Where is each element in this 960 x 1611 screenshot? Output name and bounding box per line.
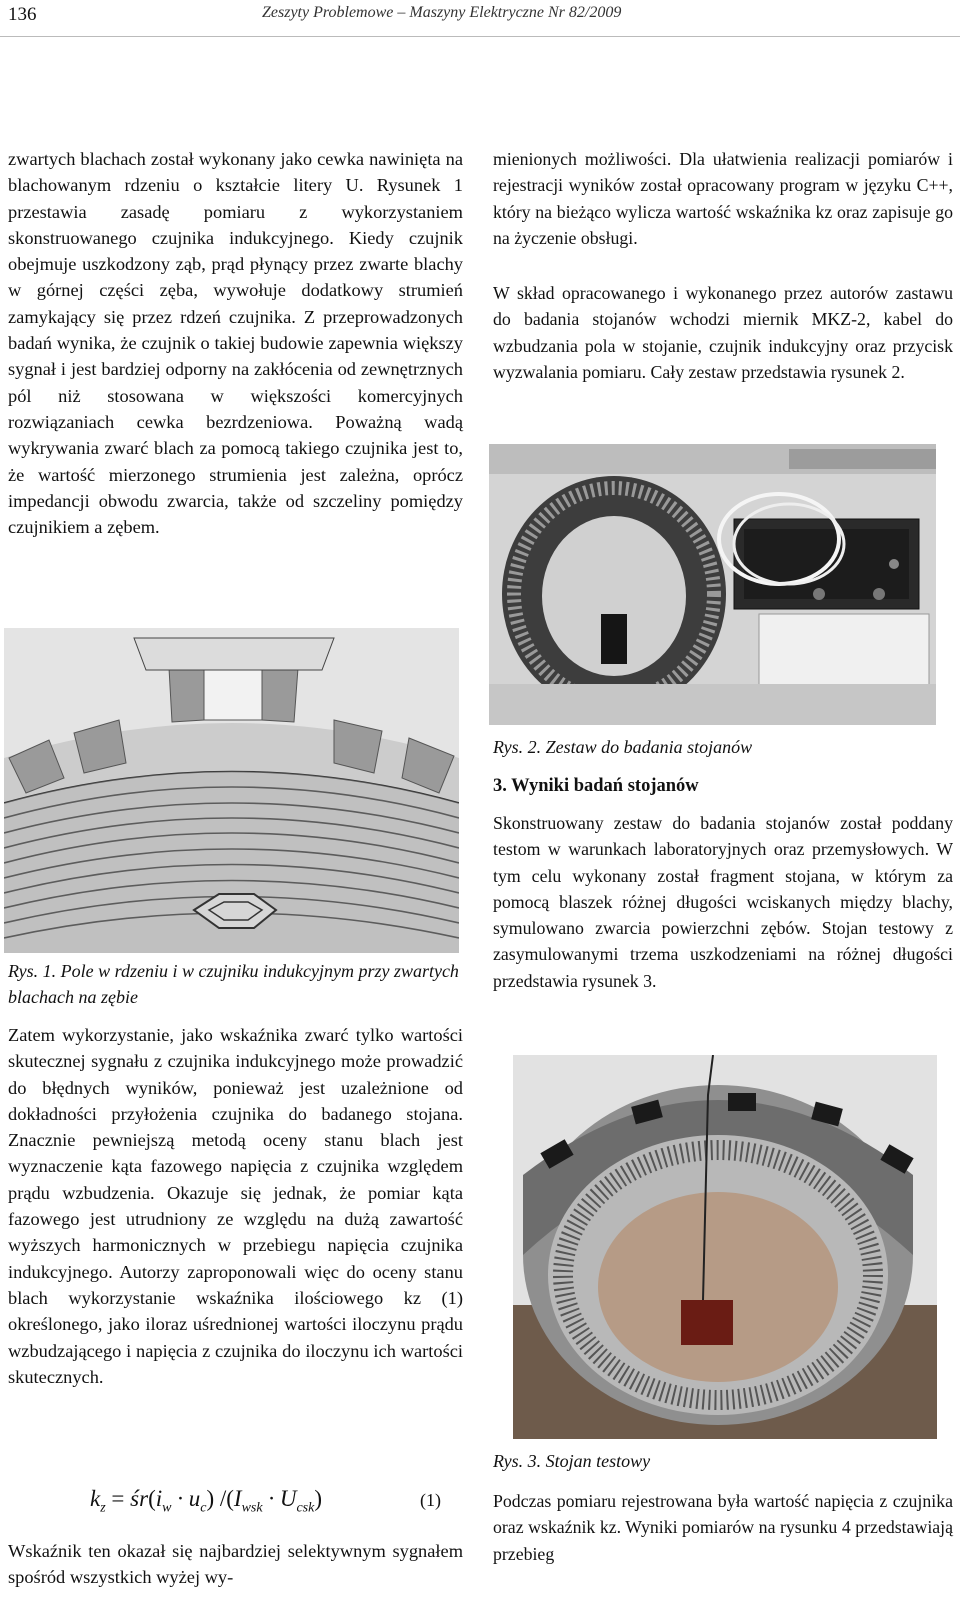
eq-sr: śr xyxy=(130,1486,149,1511)
figure-1-caption: Rys. 1. Pole w rdzeniu i w czujniku indukcyjnym przy zwartych blachach na zębie xyxy=(8,961,459,1007)
eq-U: U xyxy=(279,1486,297,1511)
page-number: 136 xyxy=(8,4,37,25)
eq-w: w xyxy=(162,1500,172,1516)
eq-close: ) xyxy=(314,1486,323,1511)
section-title: 3. Wyniki badań stojanów xyxy=(493,776,699,796)
eq-csk: csk xyxy=(296,1500,315,1516)
figure-3-photo xyxy=(513,1055,937,1439)
eq-z: z xyxy=(100,1500,106,1516)
test-set-photo-svg xyxy=(489,444,936,725)
eq-i: i xyxy=(155,1486,163,1511)
left-paragraph-2: Zatem wykorzystanie, jako wskaźnika zwarć tylko wartości skutecznej sygnału z czujnika indukcyjnego może prowadzić do błędnych wyników, ponieważ jest uzależnione od dokładności przyłożenia czujnika do badanego stojana. Znacznie pewniejszą metodą oceny stanu blach jest wyznaczenie kąta fazowego napięcia z czujnika względem prądu wzbudzenia. Okazuje się jednak, że pomiar kąta fazowego jest utrudniony ze względu na dużą zawartość wyższych harmonicznych w przebiegu napięcia czujnika indukcyjnego. Autorzy zaproponowali więc do oceny stanu blach wykorzystanie wskaźnika ilościowego kz (1) określonego, jako iloraz uśrednionej wartości iloczynu prądu wzbudzającego i napięcia z czujnika do iloczynu ich wartości skutecznych. xyxy=(8,1025,463,1387)
eq-open: ( xyxy=(148,1486,156,1511)
right-paragraph-4: Podczas pomiaru rejestrowana była wartość napięcia z czujnika oraz wskaźnik kz. Wyniki pomiarów na rysunku 4 przedstawiają przebieg xyxy=(493,1491,953,1564)
figure-1-field-plot xyxy=(4,628,459,953)
eq-dot-2: · xyxy=(262,1486,280,1511)
figure-2-caption: Rys. 2. Zestaw do badania stojanów xyxy=(493,737,753,757)
eq-u: u xyxy=(188,1486,201,1511)
eq-dot-1: · xyxy=(171,1486,189,1511)
eq-mid: ) /( xyxy=(206,1486,234,1511)
right-paragraph-2: W skład opracowanego i wykonanego przez autorów zastawu do badania stojanów wchodzi miernik MKZ-2, kabel do wzbudzania pola w stojanie, czujnik indukcyjny oraz przycisk wyzwalania pomiaru. Cały zestaw przedstawia rysunek 2. xyxy=(493,283,953,382)
equation-number: (1) xyxy=(420,1490,441,1510)
equation-1 xyxy=(90,1486,460,1524)
eq-equals: = xyxy=(105,1486,131,1511)
figure-3-caption: Rys. 3. Stojan testowy xyxy=(493,1451,651,1471)
left-paragraph-1: zwartych blachach został wykonany jako cewka nawinięta na blachowanym rdzeniu o kształcie litery U. Rysunek 1 przestawia zasadę pomiaru z wykorzystaniem skonstruowanego czujnika indukcyjnego. Kiedy czujnik obejmuje uszkodzony ząb, prąd płynący przez zwarte blachy w górnej części zęba, wywołuje dodatkowy strumień zamykający się przez rdzeń czujnika. Z przeprowadzonych badań wynika, że czujnik o takiej budowie zapewnia większy sygnał i jest bardziej odporny na zakłócenia od zewnętrznych pól niż stosowana w większości komercyjnych rozwiązaniach cewka bezrdzeniowa. Poważną wadą wykrywania zwarć blach za pomocą takiego czujnika jest to, że wartość mierzonego strumienia jest zależna, oprócz impedancji obwodu zwarcia, także od szczeliny pomiędzy czujnikiem a zębem. xyxy=(8,149,463,538)
left-paragraph-3: Wskaźnik ten okazał się najbardziej selektywnym sygnałem spośród wszystkich wyżej wy- xyxy=(8,1541,463,1588)
eq-I: I xyxy=(233,1486,242,1511)
journal-title: Zeszyty Problemowe – Maszyny Elektryczne Nr 82/2009 xyxy=(262,4,622,21)
right-paragraph-3: Skonstruowany zestaw do badania stojanów został poddany testom w warunkach laboratoryjnych oraz przemysłowych. W tym celu wykonany został fragment stojana, w którym za pomocą blaszek różnej długości wciskanych między blachy, symulowano zwarcia powierzchni zębów. Stojan testowy z zasymulowanymi trzema uszkodzeniami na różnej długości przedstawia rysunek 3. xyxy=(493,813,953,991)
header-rule xyxy=(0,36,960,37)
field-plot-svg xyxy=(4,628,459,953)
right-paragraph-1: mienionych możliwości. Dla ułatwienia realizacji pomiarów i rejestracji wyników został opracowany program w języku C++, który na bieżąco wylicza wartość wskaźnika kz oraz zapisuje go na życzenie obsługi. xyxy=(493,149,953,248)
eq-k: k xyxy=(90,1486,101,1511)
eq-c: c xyxy=(200,1500,207,1516)
figure-2-photo xyxy=(489,444,936,725)
stator-photo-svg xyxy=(513,1055,937,1439)
eq-wsk: wsk xyxy=(241,1500,263,1516)
